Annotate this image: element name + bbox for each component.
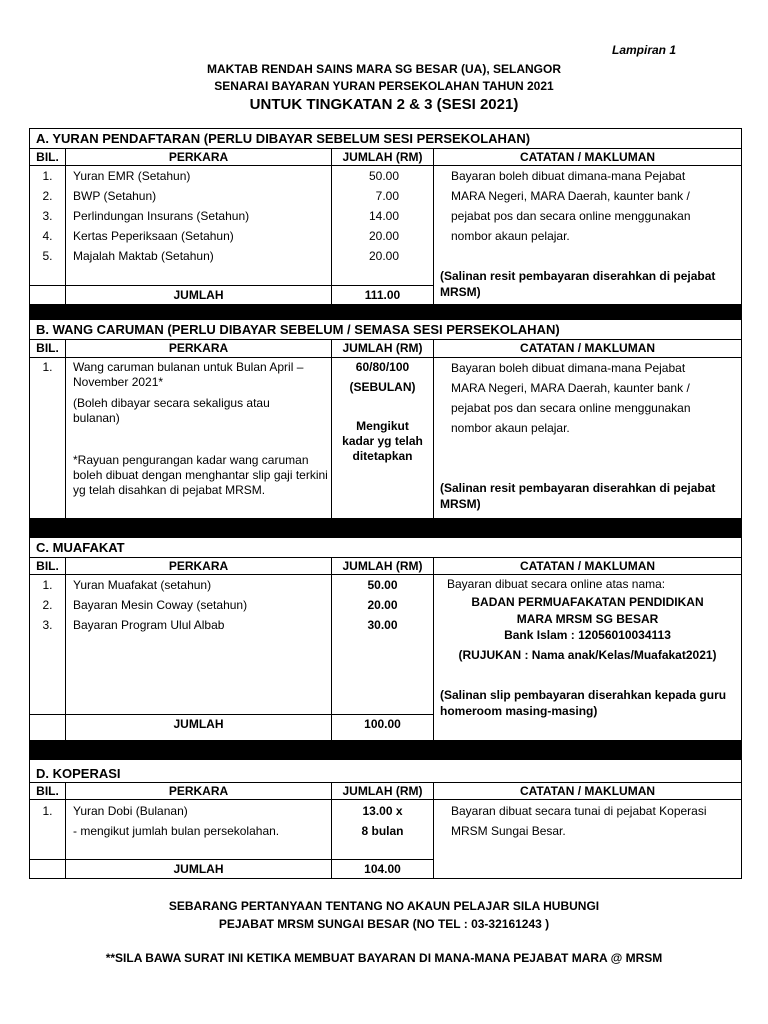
row-jumlah: 14.00: [368, 209, 399, 223]
row-perkara: Yuran EMR (Setahun): [73, 169, 191, 183]
catatan-line: MARA Negeri, MARA Daerah, kaunter bank /: [451, 381, 690, 395]
section-divider: [30, 740, 741, 760]
column-header-jumlah: JUMLAH (RM): [342, 559, 423, 573]
section-d-title: D. KOPERASI: [36, 766, 121, 781]
fee-table: [29, 128, 742, 879]
column-header-perkara: PERKARA: [168, 341, 229, 355]
row-perkara: Yuran Muafakat (setahun): [73, 578, 212, 592]
muafakat-payment-intro: Bayaran dibuat secara online atas nama:: [447, 577, 666, 591]
section-a-title: A. YURAN PENDAFTARAN (PERLU DIBAYAR SEBELUM SESI PERSEKOLAHAN): [36, 131, 531, 146]
section-a-note: (Salinan resit pembayaran diserahkan di pejabat MRSM): [440, 269, 716, 299]
row-bil: 5.: [42, 249, 53, 263]
row-jumlah: 20.00: [367, 598, 398, 612]
column-header-bil: BIL.: [36, 341, 59, 355]
section-divider: [30, 518, 741, 538]
column-header-bil: BIL.: [36, 784, 59, 798]
catatan-line: nombor akaun pelajar.: [451, 229, 570, 243]
column-header-jumlah: JUMLAH (RM): [342, 341, 423, 355]
row-bil: 1.: [42, 360, 53, 374]
catatan-line: MARA Negeri, MARA Daerah, kaunter bank /: [451, 189, 690, 203]
column-header-catatan: CATATAN / MAKLUMAN: [519, 150, 656, 164]
section-c-total: 100.00: [364, 717, 401, 731]
muafakat-org-school: MARA MRSM SG BESAR: [516, 612, 659, 626]
section-a-total-label: JUMLAH: [173, 288, 224, 302]
caruman-unit: (SEBULAN): [349, 380, 416, 394]
row-jumlah: 20.00: [368, 229, 399, 243]
section-divider: [30, 304, 741, 320]
muafakat-bank-account: Bank Islam : 12056010034113: [504, 628, 671, 642]
column-header-catatan: CATATAN / MAKLUMAN: [519, 341, 656, 355]
row-bil: 3.: [42, 209, 53, 223]
column-header-bil: BIL.: [36, 150, 59, 164]
row-perkara-detail: - mengikut jumlah bulan persekolahan.: [73, 824, 280, 838]
row-jumlah: 50.00: [368, 169, 399, 183]
row-perkara: Yuran Dobi (Bulanan): [73, 804, 188, 818]
catatan-line: pejabat pos dan secara online menggunakan: [451, 401, 691, 415]
document-subtitle: UNTUK TINGKATAN 2 & 3 (SESI 2021): [249, 96, 519, 113]
dobi-rate: 13.00 x: [362, 804, 403, 818]
section-d-total: 104.00: [364, 862, 401, 876]
row-jumlah: 20.00: [368, 249, 399, 263]
column-header-catatan: CATATAN / MAKLUMAN: [519, 784, 656, 798]
column-header-perkara: PERKARA: [168, 559, 229, 573]
row-jumlah: 50.00: [367, 578, 398, 592]
row-jumlah: 30.00: [367, 618, 398, 632]
payment-option-note: (Boleh dibayar secara sekaligus atau bulanan): [73, 396, 270, 425]
caruman-rates: 60/80/100: [355, 360, 410, 374]
catatan-line: Bayaran dibuat secara tunai di pejabat Koperasi: [451, 804, 707, 818]
section-d-total-label: JUMLAH: [173, 862, 224, 876]
muafakat-org-name: BADAN PERMUAFAKATAN PENDIDIKAN: [471, 595, 704, 609]
catatan-line: pejabat pos dan secara online menggunakan: [451, 209, 691, 223]
row-perkara: Bayaran Mesin Coway (setahun): [73, 598, 248, 612]
section-b-title: B. WANG CARUMAN (PERLU DIBAYAR SEBELUM / SEMASA SESI PERSEKOLAHAN): [36, 322, 560, 337]
catatan-line: Bayaran boleh dibuat dimana-mana Pejabat: [451, 169, 686, 183]
rayuan-note: *Rayuan pengurangan kadar wang caruman boleh dibuat dengan menghantar slip gaji terkini yg telah disahkan di pejabat MRSM.: [73, 453, 328, 497]
section-b-note: (Salinan resit pembayaran diserahkan di pejabat MRSM): [440, 481, 716, 511]
muafakat-reference: (RUJUKAN : Nama anak/Kelas/Muafakat2021): [458, 648, 717, 662]
caruman-rate-note: Mengikut kadar yg telah ditetapkan: [342, 419, 423, 463]
section-c-total-label: JUMLAH: [173, 717, 224, 731]
section-c-note: (Salinan slip pembayaran diserahkan kepada guru homeroom masing-masing): [440, 688, 727, 718]
row-bil: 1.: [42, 578, 53, 592]
row-jumlah: 7.00: [375, 189, 399, 203]
row-bil: 4.: [42, 229, 53, 243]
column-header-jumlah: JUMLAH (RM): [342, 150, 423, 164]
row-bil: 3.: [42, 618, 53, 632]
column-header-jumlah: JUMLAH (RM): [342, 784, 423, 798]
lampiran-label: Lampiran 1: [612, 43, 677, 57]
row-perkara: Majalah Maktab (Setahun): [73, 249, 214, 263]
row-perkara: BWP (Setahun): [73, 189, 157, 203]
school-name: MAKTAB RENDAH SAINS MARA SG BESAR (UA), SELANGOR: [207, 62, 561, 76]
catatan-line: MRSM Sungai Besar.: [451, 824, 566, 838]
row-bil: 2.: [42, 598, 53, 612]
catatan-line: nombor akaun pelajar.: [451, 421, 570, 435]
row-bil: 1.: [42, 169, 53, 183]
wang-caruman-description: Wang caruman bulanan untuk Bulan April – November 2021*: [73, 360, 304, 389]
row-perkara: Bayaran Program Ulul Albab: [73, 618, 225, 632]
column-header-catatan: CATATAN / MAKLUMAN: [519, 559, 656, 573]
row-bil: 2.: [42, 189, 53, 203]
column-header-perkara: PERKARA: [168, 784, 229, 798]
footer-reminder: **SILA BAWA SURAT INI KETIKA MEMBUAT BAYARAN DI MANA-MANA PEJABAT MARA @ MRSM: [105, 951, 663, 965]
footer-contact-line: PEJABAT MRSM SUNGAI BESAR (NO TEL : 03-32161243 ): [218, 917, 550, 931]
section-c-title: C. MUAFAKAT: [36, 540, 125, 555]
footer-inquiry-line: SEBARANG PERTANYAAN TENTANG NO AKAUN PELAJAR SILA HUBUNGI: [168, 899, 600, 913]
row-perkara: Perlindungan Insurans (Setahun): [73, 209, 250, 223]
row-bil: 1.: [42, 804, 53, 818]
column-header-bil: BIL.: [36, 559, 59, 573]
dobi-months: 8 bulan: [361, 824, 404, 838]
section-a-total: 111.00: [364, 288, 401, 302]
row-perkara: Kertas Peperiksaan (Setahun): [73, 229, 234, 243]
document-title: SENARAI BAYARAN YURAN PERSEKOLAHAN TAHUN 2021: [214, 79, 554, 93]
catatan-line: Bayaran boleh dibuat dimana-mana Pejabat: [451, 361, 686, 375]
column-header-perkara: PERKARA: [168, 150, 229, 164]
